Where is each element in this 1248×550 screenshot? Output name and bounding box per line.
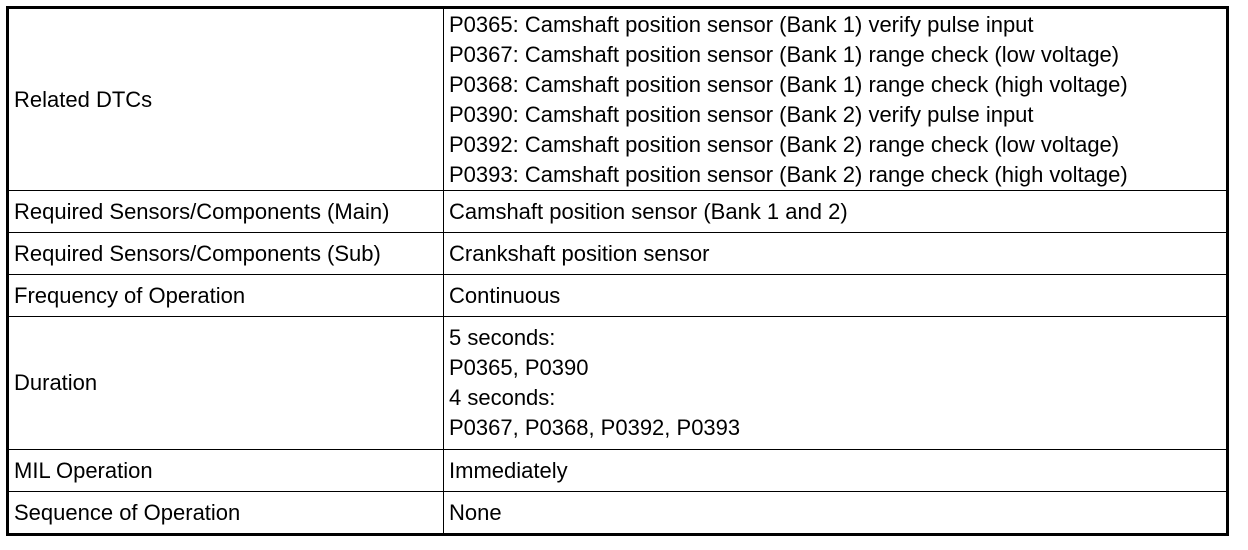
frequency-label: Frequency of Operation xyxy=(14,282,246,308)
row-label xyxy=(8,191,444,233)
main-components-label: Required Sensors/Components (Main) xyxy=(14,198,390,224)
dtc-line: P0390: Camshaft position sensor (Bank 2) verify pulse input xyxy=(449,101,1034,127)
dtc-line: P0392: Camshaft position sensor (Bank 2) range check (low voltage) xyxy=(449,131,1120,157)
table-row xyxy=(8,450,1228,492)
mil-operation-value: Immediately xyxy=(449,457,568,483)
sub-components-value: Crankshaft position sensor xyxy=(449,240,710,266)
row-label xyxy=(8,8,444,191)
table-row xyxy=(8,317,1228,450)
row-value xyxy=(444,317,1228,450)
row-label xyxy=(8,233,444,275)
dtc-line: P0365: Camshaft position sensor (Bank 1) verify pulse input xyxy=(449,11,1034,37)
table-row xyxy=(8,8,1228,191)
sub-components-label: Required Sensors/Components (Sub) xyxy=(14,240,381,266)
row-value xyxy=(444,275,1228,317)
row-value xyxy=(444,191,1228,233)
row-label xyxy=(8,317,444,450)
table-row xyxy=(8,492,1228,535)
table-row xyxy=(8,233,1228,275)
dtc-spec-table xyxy=(6,6,1229,536)
row-label xyxy=(8,275,444,317)
duration-line: P0367, P0368, P0392, P0393 xyxy=(449,415,741,440)
duration-label: Duration xyxy=(14,370,98,395)
row-value xyxy=(444,233,1228,275)
sequence-value: None xyxy=(449,499,502,525)
duration-line: P0365, P0390 xyxy=(449,355,589,380)
row-value xyxy=(444,492,1228,535)
table-row xyxy=(8,191,1228,233)
related-dtcs-label: Related DTCs xyxy=(14,86,153,112)
main-components-value: Camshaft position sensor (Bank 1 and 2) xyxy=(449,198,848,224)
row-label xyxy=(8,492,444,535)
table-row xyxy=(8,275,1228,317)
mil-operation-label: MIL Operation xyxy=(14,457,153,483)
sequence-label: Sequence of Operation xyxy=(14,499,241,525)
dtc-line: P0368: Camshaft position sensor (Bank 1) range check (high voltage) xyxy=(449,71,1128,97)
row-value xyxy=(444,450,1228,492)
duration-line: 4 seconds: xyxy=(449,385,556,410)
duration-line: 5 seconds: xyxy=(449,325,556,350)
frequency-value: Continuous xyxy=(449,282,561,308)
dtc-line: P0393: Camshaft position sensor (Bank 2) range check (high voltage) xyxy=(449,161,1128,187)
row-value xyxy=(444,8,1228,191)
dtc-line: P0367: Camshaft position sensor (Bank 1) range check (low voltage) xyxy=(449,41,1120,67)
row-label xyxy=(8,450,444,492)
